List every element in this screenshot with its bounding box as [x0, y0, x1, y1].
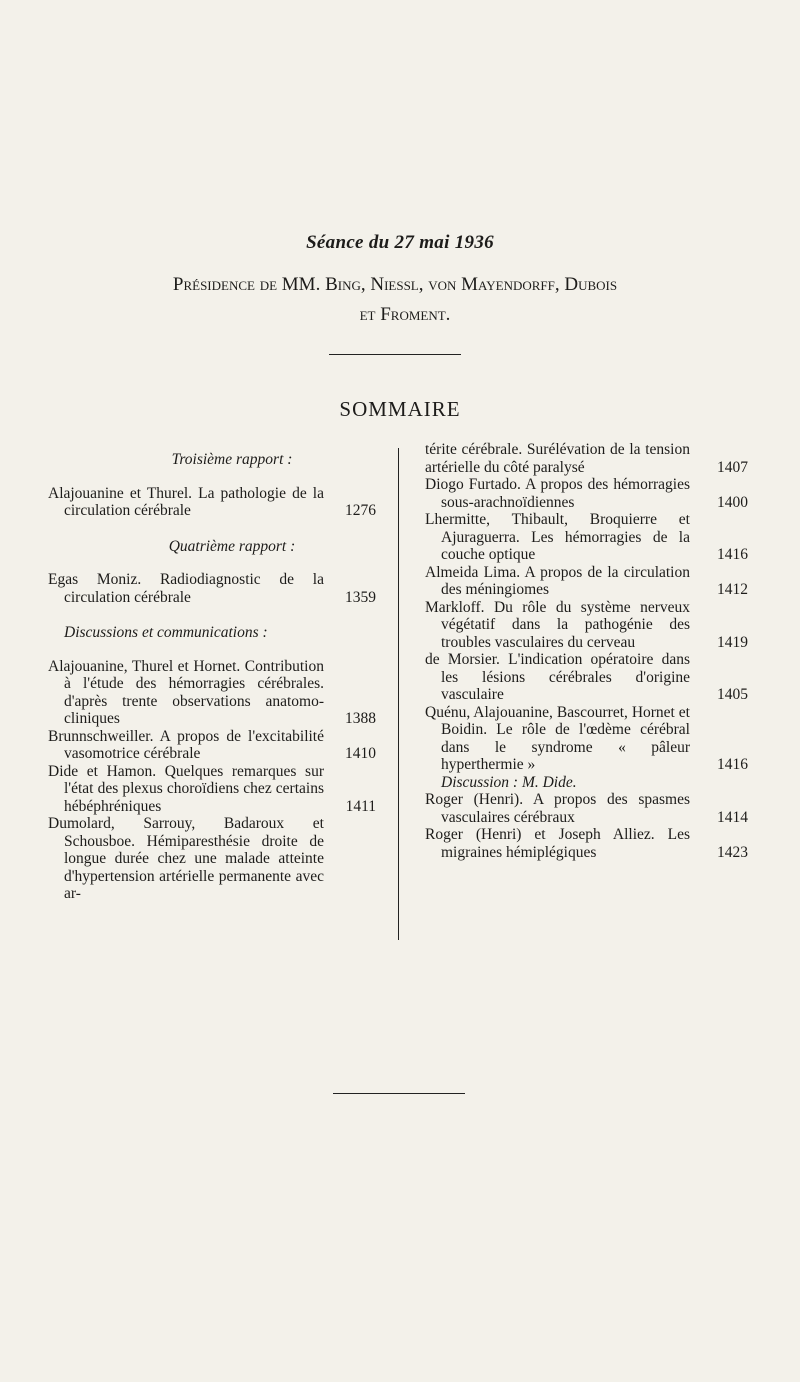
- toc-entry: [425, 564, 748, 599]
- toc-entry-text: Lhermitte, Thibault, Broquierre et Ajuraguerra. Les hémorragies de la couche optique: [425, 511, 690, 563]
- toc-entry-page: 1388: [345, 710, 376, 727]
- toc-entry: [48, 485, 376, 520]
- sommaire-heading: SOMMAIRE: [339, 397, 461, 421]
- column-divider: [398, 448, 399, 940]
- toc-entry-text: Diogo Furtado. A propos des hémorragies sous-arachnoïdiennes: [425, 476, 690, 511]
- toc-entry-text: Dide et Hamon. Quelques remarques sur l'état des plexus choroïdiens chez certains hébéphréniques: [48, 762, 324, 815]
- toc-entry-text: Egas Moniz. Radiodiagnostic de la circulation cérébrale: [48, 571, 324, 606]
- section-heading: Discussions et communications :: [64, 624, 268, 641]
- toc-entry-text: Almeida Lima. A propos de la circulation des méningiomes: [425, 563, 690, 598]
- toc-entry: [425, 704, 748, 774]
- top-divider: [329, 354, 461, 355]
- section-heading: Troisième rapport :: [171, 451, 293, 468]
- presidence-line-2: et Froment.: [359, 304, 451, 325]
- toc-entry-text: Markloff. Du rôle du système nerveux végétatif dans la pathogénie des troubles vasculaires du cerveau: [425, 598, 690, 651]
- presidence-line-1: Présidence de MM. Bing, Niessl, von Mayendorff, Dubois: [172, 274, 618, 295]
- toc-entry-text: Roger (Henri). A propos des spasmes vasculaires cérébraux: [425, 791, 690, 826]
- toc-entry-page: 1405: [717, 686, 748, 703]
- toc-entry-page: 1276: [345, 502, 376, 519]
- toc-entry-text: de Morsier. L'indication opératoire dans les lésions cérébrales d'origine vasculaire: [425, 651, 690, 703]
- toc-entry: [48, 763, 376, 816]
- toc-entry-text: Quénu, Alajouanine, Bascourret, Hornet et Boidin. Le rôle de l'œdème cérébral dans le syndrome « pâleur hyperthermie »: [425, 703, 690, 773]
- toc-entry-page: 1419: [717, 633, 748, 651]
- toc-entry: [425, 791, 748, 826]
- toc-entry: [48, 658, 376, 728]
- toc-entry-text: Alajouanine, Thurel et Hornet. Contribution à l'étude des hémorragies cérébrales. d'après trente observations anatomo-cliniques: [48, 657, 324, 727]
- toc-entry-page: 1411: [345, 797, 376, 815]
- toc-entry-text: Dumolard, Sarrouy, Badaroux et Schousboe. Hémiparesthésie droite de longue durée chez une malade atteinte d'hypertension artérielle permanente avec ar-: [48, 815, 324, 902]
- bottom-divider: [333, 1093, 465, 1094]
- toc-entry: [425, 476, 748, 511]
- toc-entry-text: Alajouanine et Thurel. La pathologie de la circulation cérébrale: [48, 484, 324, 519]
- toc-entry-text: Brunnschweiller. A propos de l'excitabilité vasomotrice cérébrale: [48, 727, 324, 762]
- left-column: [48, 441, 376, 903]
- toc-entry: [48, 815, 376, 903]
- toc-entry-page: 1359: [345, 588, 376, 606]
- toc-entry: [425, 511, 748, 564]
- toc-entry-page: 1407: [717, 458, 748, 476]
- toc-entry-page: 1400: [717, 493, 748, 511]
- toc-entry-page: 1416: [717, 546, 748, 563]
- session-title: Séance du 27 mai 1936: [306, 232, 494, 253]
- toc-entry-text: Roger (Henri) et Joseph Alliez. Les migraines hémiplégiques: [425, 826, 690, 861]
- toc-entry: [48, 728, 376, 763]
- toc-entry: [425, 651, 748, 704]
- section-heading: Quatrième rapport :: [168, 537, 296, 555]
- toc-entry-page: 1416: [717, 756, 748, 773]
- toc-entry-page: 1414: [717, 808, 748, 826]
- discussion-note: Discussion : M. Dide.: [441, 773, 577, 791]
- toc-entry: [425, 599, 748, 652]
- toc-entry-page: 1412: [717, 581, 748, 598]
- toc-entry-page: 1410: [345, 745, 376, 762]
- toc-entry-text: térite cérébrale. Surélévation de la tension artérielle du côté paralysé: [425, 441, 690, 476]
- toc-entry: [425, 826, 748, 861]
- right-column: [425, 441, 748, 861]
- toc-entry: [425, 441, 748, 476]
- toc-entry-page: 1423: [717, 843, 748, 861]
- toc-entry: [48, 571, 376, 606]
